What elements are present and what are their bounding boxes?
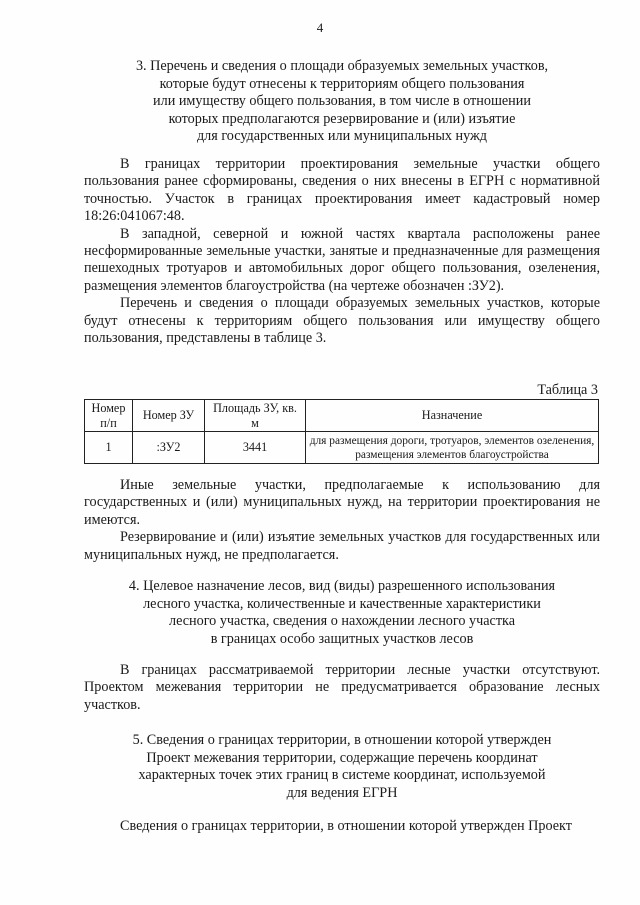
heading-line: 3. Перечень и сведения о площади образуемых земельных участков, [135, 58, 549, 74]
section-4-body [84, 662, 600, 714]
section-3-heading [84, 58, 600, 146]
heading-line: 5. Сведения о границах территории, в отношении которой утвержден [132, 732, 552, 748]
table-row [85, 432, 599, 464]
column-header: Номер ЗУ [133, 400, 205, 432]
table-caption: Таблица 3 [537, 382, 598, 398]
heading-line: характерных точек этих границ в системе координат, используемой [138, 767, 546, 783]
section-3-after-table [84, 477, 600, 564]
paragraph: В западной, северной и южной частях квартала расположены ранее несформированные земельные участки, занятые и предназначенные для размещения пешеходных тротуаров и автомобильных дорог общего пользования, озеленения, размещения элементов благоустройства (на чертеже обозначен :ЗУ2). [84, 225, 600, 294]
table-cell: 1 [85, 432, 133, 464]
heading-line: которых предполагаются резервирование и (или) изъятие [168, 110, 516, 127]
column-header: Номер п/п [85, 400, 133, 432]
table-cell: :ЗУ2 [133, 432, 205, 464]
paragraph: Резервирование и (или) изъятие земельных участков для государственных или муниципальных нужд, не предполагается. [84, 529, 600, 563]
column-header: Назначение [306, 400, 599, 432]
heading-line: в границах особо защитных участков лесов [210, 630, 474, 647]
heading-line: лесного участка, количественные и качественные характеристики [143, 595, 541, 612]
page-number: 4 [316, 20, 324, 35]
section-5-body [84, 818, 600, 835]
paragraph: В границах территории проектирования земельные участки общего пользования ранее сформированы, сведения о них внесены в ЕГРН с нормативной точностью. Участок в границах проектирования имеет кадастровый номер 18:26:041067:48. [84, 156, 600, 225]
section-5-heading [84, 732, 600, 802]
heading-line: Проект межевания территории, содержащие перечень координат [146, 749, 538, 766]
table-cell: 3441 [205, 432, 306, 464]
table-cell: для размещения дороги, тротуаров, элементов озеленения, размещения элементов благоустройства [306, 432, 599, 464]
land-plots-table [84, 399, 599, 464]
table-header-row [85, 400, 599, 432]
heading-line: 4. Целевое назначение лесов, вид (виды) разрешенного использования [128, 578, 556, 594]
heading-line: для ведения ЕГРН [286, 784, 398, 801]
heading-line: которые будут отнесены к территориям общего пользования [159, 75, 525, 92]
paragraph: В границах рассматриваемой территории лесные участки отсутствуют. Проектом межевания территории не предусматривается образование лесных участков. [84, 662, 600, 713]
column-header: Площадь ЗУ, кв. м [205, 400, 306, 432]
paragraph: Перечень и сведения о площади образуемых земельных участков, которые будут отнесены к территориям общего пользования или имуществу общего пользования, представлены в таблице 3. [84, 295, 600, 347]
heading-line: лесного участка, сведения о нахождении лесного участка [169, 613, 515, 629]
paragraph: Иные земельные участки, предполагаемые к использованию для государственных и (или) муниципальных нужд, на территории проектирования не имеются. [84, 477, 600, 528]
section-4-heading [84, 578, 600, 648]
heading-line: для государственных или муниципальных нужд [196, 128, 488, 144]
heading-line: или имуществу общего пользования, в том числе в отношении [153, 93, 531, 109]
paragraph: Сведения о границах территории, в отношении которой утвержден Проект [120, 818, 572, 834]
section-3-body [84, 156, 600, 347]
